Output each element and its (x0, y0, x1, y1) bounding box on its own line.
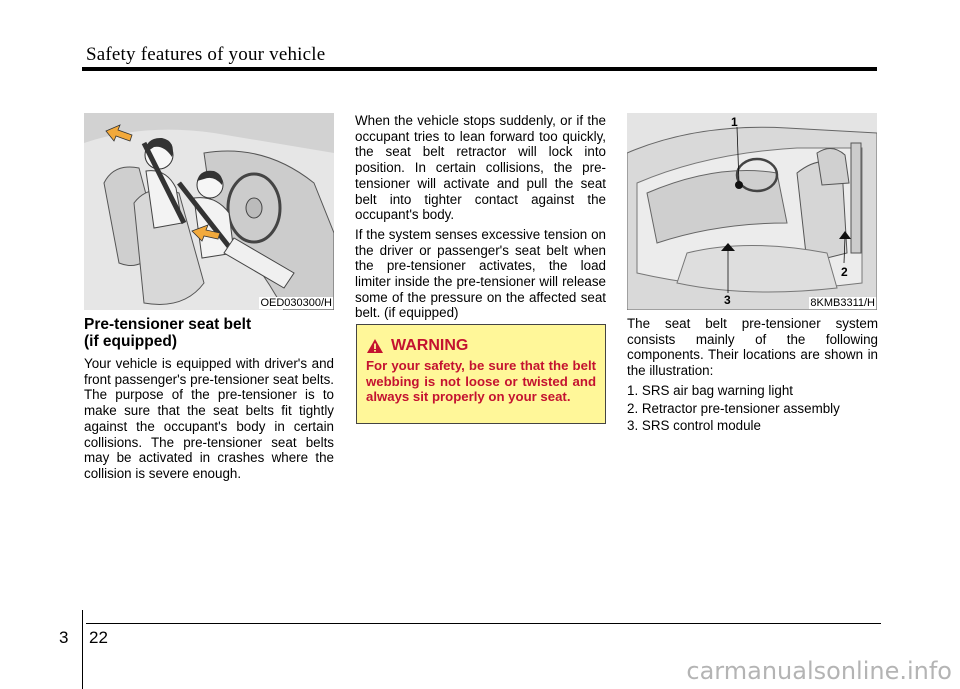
warning-triangle-icon (366, 338, 384, 354)
header-rule (82, 67, 877, 71)
figure-pretensioner-components (627, 113, 877, 310)
chapter-number: 3 (59, 628, 69, 647)
section-heading-line2: (if equipped) (84, 333, 177, 350)
occupants-illustration (84, 113, 334, 310)
component-list-item: 3. SRS control module (627, 418, 761, 434)
watermark: carmanualsonline.info (686, 657, 952, 685)
column2-paragraph2: If the system senses excessive tension on the driver or passenger's seat belt when the pre-tensioner activates, the load limiter inside the pre-tensioner will release some of the pressure on the affected seat belt. (if equipped) (355, 226, 606, 321)
section-heading-line1: Pre-tensioner seat belt (84, 316, 252, 333)
column3-paragraph: The seat belt pre-tensioner system consists mainly of the following components. Their locations are shown in the illustration: (627, 316, 878, 379)
figure-pretensioner-occupants (84, 113, 334, 310)
page-number: 22 (89, 628, 108, 647)
column-1 (84, 316, 334, 486)
section-heading (84, 316, 334, 350)
callout-3: 3 (724, 293, 731, 307)
callout-1: 1 (731, 115, 738, 129)
figure-code: 8KMB3311/H (810, 297, 875, 309)
footer-rule (86, 623, 881, 624)
callout-2: 2 (841, 265, 848, 279)
figure-code: OED030300/H (260, 297, 332, 309)
components-illustration (627, 113, 877, 310)
column2-paragraph1: When the vehicle stops suddenly, or if the occupant tries to lean forward too quickly, the seat belt retractor will lock into position. In certain collisions, the pre-tensioner will activate and pull the seat belt into tighter contact against the occupant's body. (355, 113, 606, 223)
warning-text: For your safety, be sure that the belt webbing is not loose or twisted and always sit properly on your seat. (366, 358, 596, 404)
column1-paragraph: Your vehicle is equipped with driver's and front passenger's pre-tensioner seat belts. The purpose of the pre-tensioner is to make sure that the seat belts fit tightly against the occupant's body in certain collisions. The pre-tensioner seat belts may be activated in crashes where the collision is severe enough. (84, 356, 334, 481)
component-list-item: 2. Retractor pre-tensioner assembly (627, 400, 840, 416)
component-list-item: 1. SRS air bag warning light (627, 382, 793, 398)
warning-box (356, 324, 606, 424)
warning-header (366, 337, 596, 355)
column-3 (627, 316, 878, 436)
page-header-title: Safety features of your vehicle (86, 44, 326, 65)
column-2 (355, 113, 606, 325)
footer-vertical-rule (82, 610, 83, 689)
warning-title: WARNING (391, 337, 469, 354)
